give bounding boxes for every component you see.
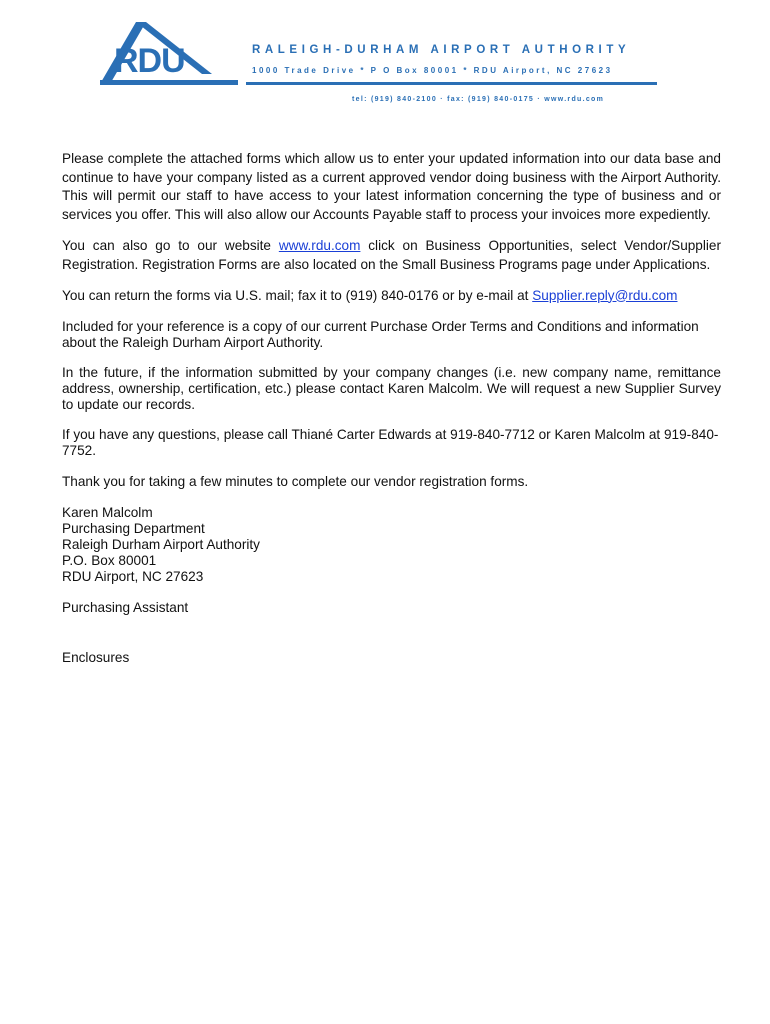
future-changes-paragraph: In the future, if the information submitted by your company changes (i.e. new company name, remittance address, ownership, certification, etc.) please contact Karen Malcolm. We will request a new Supplier Survey to update our records. — [62, 365, 721, 413]
signer-title: Purchasing Assistant — [62, 599, 189, 615]
email-link[interactable]: Supplier.reply@rdu.com — [532, 287, 678, 303]
return-forms-text: You can return the forms via U.S. mail; fax it to (919) 840-0176 or by e-mail at — [62, 287, 533, 303]
signer-department: Purchasing Department — [62, 520, 205, 536]
rdu-logo — [96, 16, 244, 88]
contact-line: tel: (919) 840-2100 · fax: (919) 840-0175 · www.rdu.com — [352, 96, 605, 103]
website-text-after: click on Business Opportunities, select Vendor/Supplier Registration. Registration Forms are also located on the Small Business Programs page under Applications. — [62, 238, 721, 272]
thank-you-paragraph: Thank you for taking a few minutes to complete our vendor registration forms. — [62, 474, 529, 490]
organization-address: 1000 Trade Drive * P O Box 80001 * RDU Airport, NC 27623 — [252, 66, 613, 75]
signature-block — [62, 505, 721, 585]
signer-organization: Raleigh Durham Airport Authority — [62, 536, 260, 552]
organization-name: RALEIGH-DURHAM AIRPORT AUTHORITY — [252, 44, 631, 56]
enclosures-label: Enclosures — [62, 650, 130, 666]
logo-text: RDU — [114, 42, 185, 80]
return-forms-paragraph — [62, 287, 721, 306]
signer-city: RDU Airport, NC 27623 — [62, 568, 204, 584]
letterhead-divider — [246, 82, 657, 85]
questions-paragraph: If you have any questions, please call Thiané Carter Edwards at 919-840-7712 or Karen Malcolm at 919-840-7752. — [62, 427, 719, 459]
reference-paragraph: Included for your reference is a copy of our current Purchase Order Terms and Conditions and information about the Raleigh Durham Airport Authority. — [62, 319, 699, 351]
letter-body — [62, 150, 721, 668]
website-link[interactable]: www.rdu.com — [278, 238, 361, 254]
signer-po-box: P.O. Box 80001 — [62, 552, 157, 568]
intro-paragraph: Please complete the attached forms which allow us to enter your updated information into our data base and continue to have your company listed as a current approved vendor doing business with the Airport Authority. This will permit our staff to have access to your latest information concerning the type of business and or services you offer. This will also allow our Accounts Payable staff to process your invoices more expediently. — [62, 151, 721, 222]
website-text-before: You can also go to our website — [62, 238, 279, 254]
signer-name: Karen Malcolm — [62, 504, 153, 520]
website-paragraph — [62, 237, 721, 274]
letterhead — [0, 0, 770, 120]
